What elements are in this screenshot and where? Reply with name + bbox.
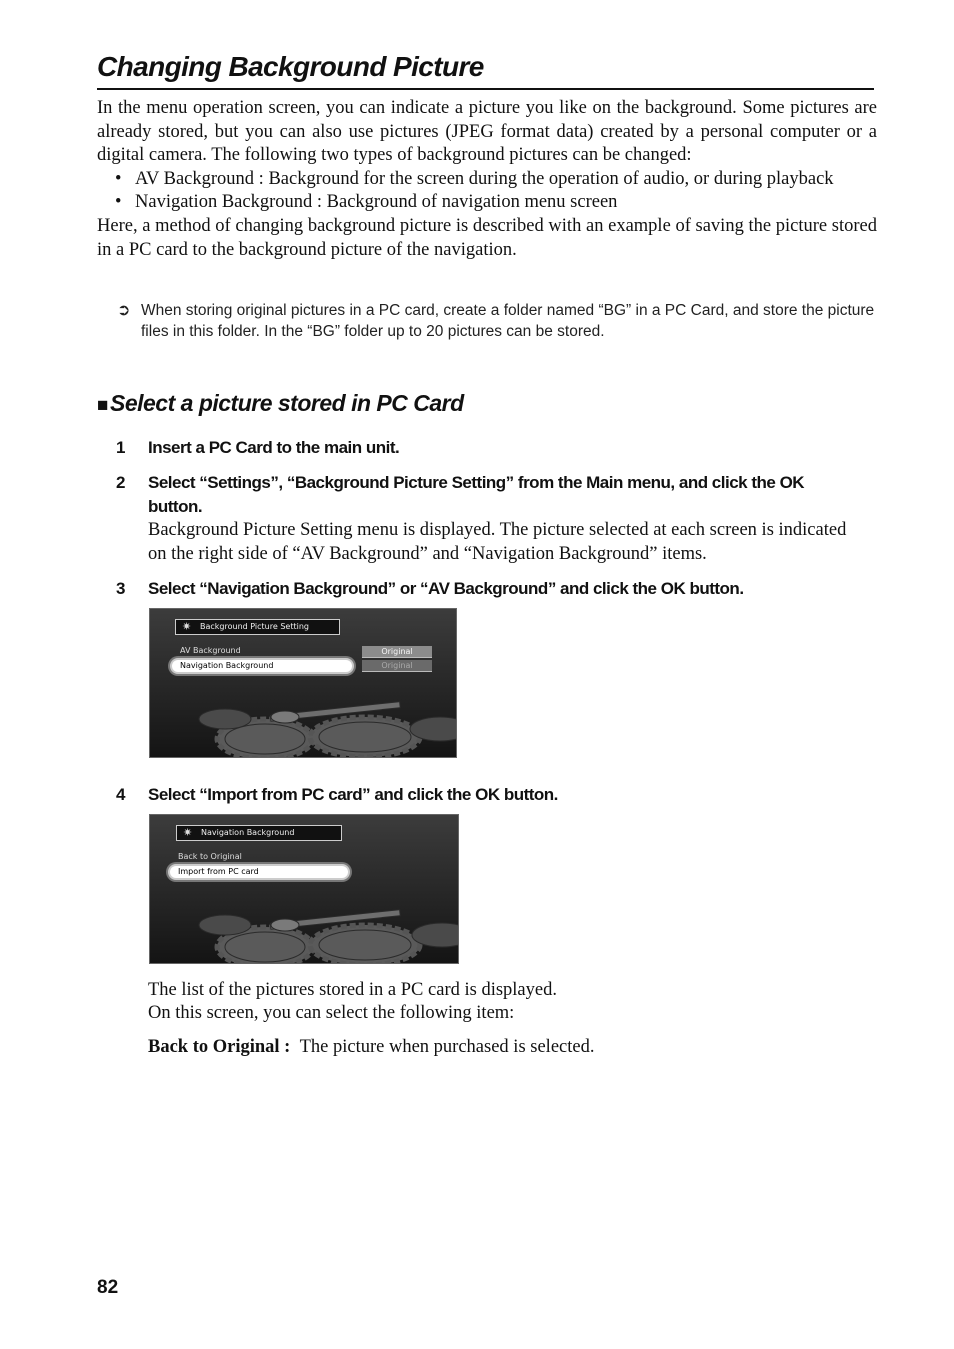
intro-section bbox=[97, 97, 877, 262]
menu-item-import-from-pc-card[interactable]: Import from PC card bbox=[168, 864, 350, 880]
section-heading-text: Select a picture stored in PC Card bbox=[109, 390, 464, 416]
screen-background-picture-setting bbox=[149, 608, 457, 758]
menu-item-av-background[interactable]: AV Background bbox=[180, 646, 241, 655]
bullet-item bbox=[97, 191, 877, 215]
square-bullet-icon: ■ bbox=[97, 395, 108, 416]
bullet-dot: • bbox=[115, 168, 122, 189]
av-background-value: Original bbox=[362, 646, 432, 658]
closing-line: The list of the pictures stored in a PC card is displayed. bbox=[148, 980, 557, 1000]
intro-paragraph: Here, a method of changing background picture is described with an example of saving the picture stored in a PC card to the background picture of the navigation. bbox=[97, 215, 877, 260]
bullet-dot: • bbox=[115, 192, 122, 213]
arrow-hook-icon: ➲ bbox=[117, 302, 131, 319]
menu-item-back-to-original[interactable]: Back to Original bbox=[178, 852, 242, 861]
menu-item-navigation-background[interactable]: Navigation Background bbox=[170, 658, 354, 674]
screen-title: Background Picture Setting bbox=[200, 622, 309, 631]
step-2 bbox=[116, 471, 856, 519]
step-description: Background Picture Setting menu is displayed. The picture selected at each screen is indicated on the right side of “AV Background” and “Navigation Background” items. bbox=[148, 520, 847, 564]
step-1 bbox=[116, 436, 856, 460]
closing-line: On this screen, you can select the following item: bbox=[148, 1003, 515, 1023]
sparkle-icon: ✷ bbox=[182, 620, 192, 633]
page-title: Changing Background Picture bbox=[97, 48, 874, 90]
step-number: 3 bbox=[116, 579, 125, 598]
note-text: When storing original pictures in a PC card, create a folder named “BG” in a PC Card, and store the picture files in this folder. In the “BG” folder up to 20 pictures can be stored. bbox=[141, 302, 875, 340]
navigation-background-value: Original bbox=[362, 660, 432, 672]
screen-navigation-background bbox=[149, 814, 459, 964]
screen-title-bar bbox=[175, 619, 340, 635]
step-number: 1 bbox=[116, 438, 125, 457]
step-number: 2 bbox=[116, 473, 125, 492]
step-3 bbox=[116, 577, 856, 601]
definition-row bbox=[148, 1036, 863, 1060]
bullet-text: AV Background : Background for the screen during the operation of audio, or during playback bbox=[135, 168, 834, 189]
definition-term: Back to Original : bbox=[148, 1037, 291, 1057]
step-number: 4 bbox=[116, 785, 125, 804]
section-heading bbox=[97, 390, 464, 417]
definition-text: The picture when purchased is selected. bbox=[299, 1037, 595, 1057]
screen-title-bar bbox=[176, 825, 342, 841]
sparkle-icon: ✷ bbox=[183, 826, 193, 839]
page-number: 82 bbox=[97, 1277, 119, 1298]
intro-paragraph: In the menu operation screen, you can indicate a picture you like on the background. Some pictures are already stored, but you can also use pictures (JPEG format data) created by a personal computer or a digital camera. The following two types of background pictures can be changed: bbox=[97, 98, 877, 166]
step-text: Insert a PC Card to the main unit. bbox=[148, 438, 400, 457]
bullet-text: Navigation Background : Background of navigation menu screen bbox=[135, 192, 618, 213]
screen-title: Navigation Background bbox=[201, 828, 295, 837]
note bbox=[117, 300, 877, 342]
step-text: Select “Settings”, “Background Picture Setting” from the Main menu, and click the OK button. bbox=[148, 473, 805, 516]
step-text: Select “Import from PC card” and click the OK button. bbox=[148, 785, 558, 804]
bullet-item bbox=[97, 168, 877, 192]
step-text: Select “Navigation Background” or “AV Background” and click the OK button. bbox=[148, 579, 744, 598]
step-4 bbox=[116, 783, 856, 807]
